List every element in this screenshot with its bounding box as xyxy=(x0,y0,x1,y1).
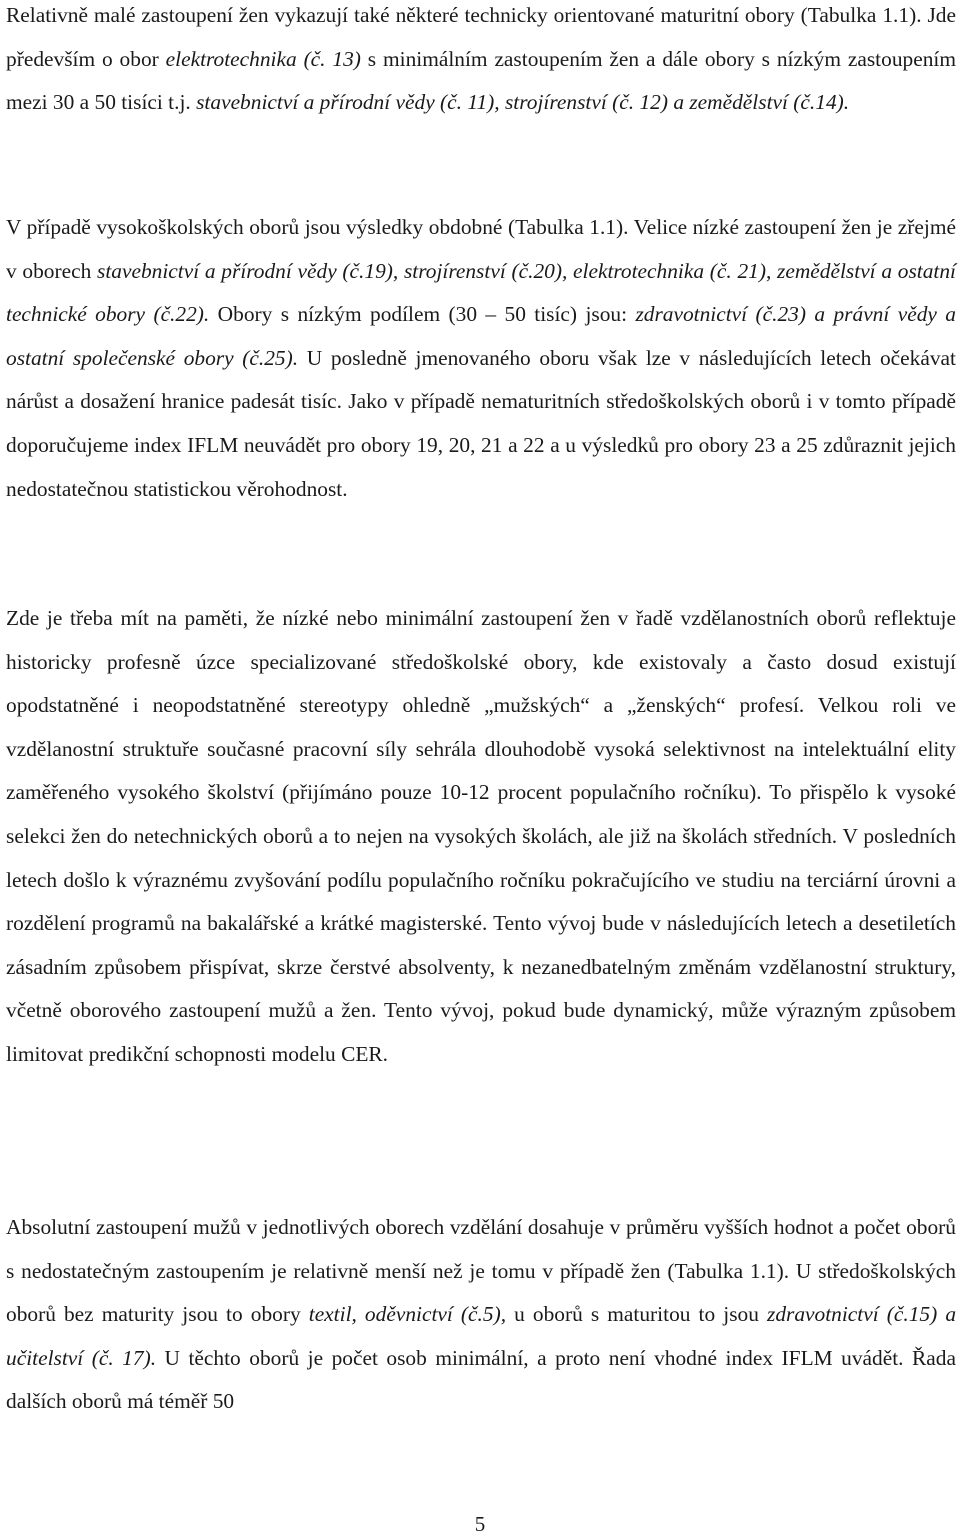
paragraph-2 xyxy=(6,206,956,511)
text-run: Zde je třeba mít na paměti, že nízké nebo minimální zastoupení žen v řadě vzdělanostních oborů reflektuje historicky profesně úzce specializované středoškolské obory, kde existovaly a často dosud existují opodstatněné i neopodstatněné stereotypy ohledně „mužských“ a „ženských“ profesí. Velkou roli ve vzdělanostní struktuře současné pracovní síly sehrála dlouhodobě vysoká selektivnost na intelektuální elity zaměřeného vysokého školství (přijímáno pouze 10-12 procent populačního ročníku). To přispělo k vysoké selekci žen do netechnických oborů a to nejen na vysokých školách, ale již na školách středních. V posledních letech došlo k výraznému zvyšování podílu populačního ročníku pokračujícího ve studiu na terciární úrovni a rozdělení programů na bakalářské a krátké magisterské. Tento vývoj bude v následujících letech a desetiletích zásadním způsobem přispívat, skrze čerstvé absolventy, k nezanedbatelným změnám vzdělanostní struktury, včetně oborového zastoupení mužů a žen. Tento vývoj, pokud bude dynamický, může výrazným způsobem limitovat predikční schopnosti modelu CER. xyxy=(6,606,956,1066)
text-run: U posledně jmenovaného oboru však lze v následujících letech očekávat nárůst a dosažení hranice padesát tisíc. Jako v případě nematuritních středoškolských oborů i v tomto případě doporučujeme index IFLM neuvádět pro obory 19, 20, 21 a 22 a u výsledků pro obory 23 a 25 zdůraznit jejich nedostatečnou statistickou věrohodnost. xyxy=(6,345,956,501)
page-number: 5 xyxy=(474,1512,486,1536)
paragraph-3 xyxy=(6,597,956,1077)
italic-run: stavebnictví a přírodní vědy (č.19), strojírenství (č.20), elektrotechnika (č. 21), zemědělství a ostatní technické obory (č.22). xyxy=(6,258,956,327)
italic-run: stavebnictví a přírodní vědy (č. 11), strojírenství (č. 12) a zemědělství (č.14). xyxy=(196,90,850,115)
italic-run: zdravotnictví (č.23) a právní vědy a ostatní společenské obory (č.25). xyxy=(6,302,956,370)
paragraph-1 xyxy=(6,0,956,125)
text-run: Absolutní zastoupení mužů v jednotlivých oborech vzdělání dosahuje v průměru vyšších hodnot a počet oborů s nedostatečným zastoupením je relativně menší než je tomu v případě žen (Tabulka 1.1). U středoškolských oborů bez maturity jsou to obory xyxy=(6,1215,956,1327)
italic-run: elektrotechnika (č. 13) xyxy=(165,46,361,71)
italic-run: zdravotnictví (č.15) a učitelství (č. 17). xyxy=(6,1302,957,1370)
text-run: u oborů s maturitou to jsou xyxy=(506,1302,767,1327)
paragraph-4 xyxy=(6,1206,956,1424)
text-run: V případě vysokoškolských oborů jsou výsledky obdobné (Tabulka 1.1). Velice nízké zastoupení žen je zřejmé v oborech xyxy=(6,215,956,283)
text-run: Obory s nízkým podílem (30 – 50 tisíc) jsou: xyxy=(209,302,636,327)
text-run: U těchto oborů je počet osob minimální, a proto není vhodné index IFLM uvádět. Řada dalších oborů má téměř 50 xyxy=(6,1345,956,1414)
text-run: s minimálním zastoupením žen a dále obory s nízkým zastoupením mezi 30 a 50 tisíci t.j. xyxy=(6,46,956,115)
italic-run: textil, oděvnictví (č.5), xyxy=(308,1302,507,1327)
text-run: Relativně malé zastoupení žen vykazují také některé technicky orientované maturitní obory (Tabulka 1.1). Jde především o obor xyxy=(6,3,956,71)
